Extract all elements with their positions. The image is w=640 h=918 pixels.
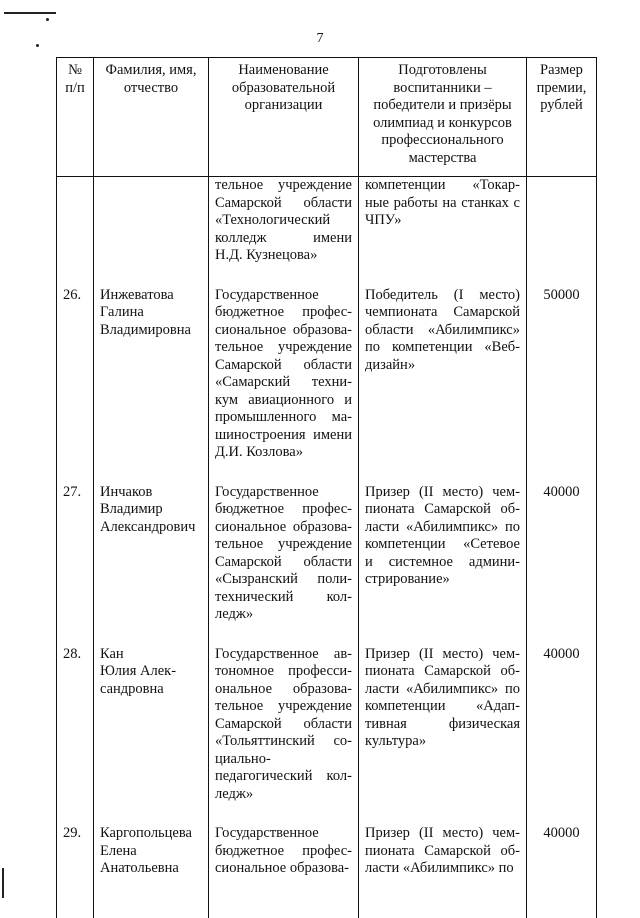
person-name — [94, 646, 209, 804]
cell-num — [57, 177, 94, 265]
row-gap — [57, 265, 597, 287]
cell-line: Анатольевна — [100, 860, 179, 876]
cell-line: пионата Самарской об- — [365, 663, 520, 679]
header-line: мастерства — [408, 149, 477, 166]
results-table — [56, 57, 597, 918]
cell-line: бюджетное профес- — [215, 304, 352, 320]
header-line: № — [68, 62, 82, 78]
cell-line: «Сызранский поли- — [215, 571, 352, 587]
cell-org — [209, 177, 359, 265]
cell-line: тономное професси- — [215, 663, 352, 679]
cell-line: Инжеватова — [100, 286, 174, 303]
cell-line: бюджетное профес- — [215, 842, 352, 859]
cell-line: кум авиационного и — [215, 391, 352, 408]
gap-cell — [94, 624, 209, 646]
cell-line: Самарской области — [215, 194, 352, 211]
cell-line: Каргопольцева — [100, 825, 192, 841]
cell-line: Юлия Алек- — [100, 663, 177, 679]
cell-line: Победитель (I место) — [365, 286, 520, 303]
prize-amount: 40000 — [527, 646, 597, 804]
person-name — [94, 825, 209, 878]
prize-amount: 50000 — [527, 287, 597, 462]
gap-cell — [209, 803, 359, 825]
cell-line: Владимировна — [100, 321, 191, 338]
tail-cell — [527, 878, 597, 918]
cell-line: Д.И. Козлова» — [215, 444, 303, 460]
cell-line: тельное учреждение — [215, 536, 352, 552]
row-number: 28. — [57, 646, 94, 804]
header-line: организации — [244, 97, 323, 113]
cell-line: Александрович — [100, 518, 196, 535]
cell-line: ласти «Абилимпикс» по — [365, 860, 514, 876]
cell-line: ные работы на станках с — [365, 194, 520, 211]
cell-line: педагогический кол- — [215, 768, 352, 784]
cell-line: технический кол- — [215, 588, 352, 605]
row-gap — [57, 624, 597, 646]
row-gap — [57, 803, 597, 825]
table-row — [57, 646, 597, 804]
cell-line: «Самарский техни- — [215, 374, 352, 390]
organization-name — [209, 825, 359, 878]
cell-line: «Тольяттинский со- — [215, 733, 352, 749]
tail-cell — [209, 878, 359, 918]
header-line: воспитанники – — [393, 79, 492, 96]
table-row — [57, 825, 597, 878]
cell-line: компетенции «Сетевое — [365, 536, 520, 552]
cell-line: тельное учреждение — [215, 339, 352, 355]
tail-cell — [359, 878, 527, 918]
gap-cell — [94, 265, 209, 287]
cell-line: Н.Д. Кузнецова» — [215, 247, 318, 263]
cell-line: Призер (II место) чем- — [365, 483, 520, 500]
table-row — [57, 287, 597, 462]
cell-name — [94, 177, 209, 265]
cell-line: колледж имени — [215, 229, 352, 246]
header-line: образовательной — [231, 79, 336, 96]
column-header-comp — [359, 58, 527, 177]
cell-line: ЧПУ» — [365, 212, 402, 228]
gap-cell — [359, 624, 527, 646]
gap-cell — [359, 803, 527, 825]
gap-cell — [359, 462, 527, 484]
cell-line: Елена — [100, 842, 137, 859]
header-line: Фамилия, имя, — [105, 62, 197, 78]
cell-line: Призер (II место) чем- — [365, 825, 520, 841]
tail-cell — [57, 878, 94, 918]
row-number: 26. — [57, 287, 94, 462]
cell-line: ональное образова- — [215, 680, 352, 697]
cell-line: ласти «Абилимпикс» по — [365, 680, 520, 697]
competition-result — [359, 646, 527, 804]
cell-line: культура» — [365, 733, 427, 749]
column-header-name — [94, 58, 209, 177]
person-name — [94, 287, 209, 462]
cell-line: тивная физическая — [365, 715, 520, 732]
cell-prize — [527, 177, 597, 265]
cell-line: компетенции «Адап- — [365, 698, 520, 714]
table-header-row — [57, 58, 597, 177]
cell-line: сиональное образова- — [215, 860, 349, 876]
gap-cell — [527, 803, 597, 825]
scan-artifact-line — [4, 12, 56, 14]
competition-result — [359, 825, 527, 878]
scan-artifact-dot — [46, 18, 49, 21]
header-line: Наименование — [238, 62, 329, 78]
table-row — [57, 484, 597, 624]
competition-result — [359, 287, 527, 462]
cell-line: Инчаков — [100, 483, 153, 500]
cell-line: Государственное — [215, 825, 319, 841]
cell-line: и системное админи- — [365, 553, 520, 570]
organization-name — [209, 646, 359, 804]
cell-line: стрирование» — [365, 571, 450, 587]
cell-line: Самарской области — [215, 356, 352, 373]
header-line: профессионального — [381, 132, 504, 148]
tail-cell — [94, 878, 209, 918]
header-line: Размер — [540, 62, 583, 78]
gap-cell — [94, 803, 209, 825]
gap-cell — [57, 624, 94, 646]
cell-line: тельное учреждение — [215, 698, 352, 714]
gap-cell — [94, 462, 209, 484]
gap-cell — [527, 265, 597, 287]
gap-cell — [57, 265, 94, 287]
header-line: п/п — [65, 79, 85, 96]
prize-amount: 40000 — [527, 484, 597, 624]
page-number: 7 — [316, 31, 324, 46]
header-line: отчество — [123, 79, 179, 96]
cell-line: ледж» — [215, 606, 254, 622]
competition-result — [359, 484, 527, 624]
gap-cell — [527, 462, 597, 484]
cell-line: дизайн» — [365, 356, 416, 373]
row-number: 29. — [57, 825, 94, 878]
cell-line: циально- — [215, 750, 271, 767]
cell-line: ласти «Абилимпикс» по — [365, 518, 520, 535]
scan-artifact-edge — [2, 868, 4, 898]
gap-cell — [209, 624, 359, 646]
continuation-row — [57, 177, 597, 265]
column-header-org — [209, 58, 359, 177]
gap-cell — [209, 462, 359, 484]
gap-cell — [209, 265, 359, 287]
cell-line: промышленного ма- — [215, 409, 352, 425]
cell-line: сиональное образова- — [215, 518, 352, 535]
table-body — [57, 177, 597, 918]
cell-line: сиональное образова- — [215, 321, 352, 338]
cell-comp — [359, 177, 527, 265]
cell-line: ледж» — [215, 785, 254, 802]
header-line: рублей — [540, 97, 583, 113]
cell-line: Самарской области — [215, 553, 352, 570]
organization-name — [209, 484, 359, 624]
cell-line: по компетенции «Веб- — [365, 339, 520, 355]
cell-line: Галина — [100, 304, 144, 320]
header-line: победители и призёры — [373, 97, 512, 113]
cell-line: тельное учреждение — [215, 177, 352, 193]
cell-line: пионата Самарской об- — [365, 501, 520, 517]
cell-line: шиностроения имени — [215, 426, 352, 443]
cell-line: Кан — [100, 645, 124, 662]
gap-cell — [57, 462, 94, 484]
cell-line: сандровна — [100, 680, 164, 697]
gap-cell — [527, 624, 597, 646]
cell-line: пионата Самарской об- — [365, 842, 520, 859]
column-header-num — [57, 58, 94, 177]
cell-line: чемпионата Самарской — [365, 304, 520, 320]
gap-cell — [57, 803, 94, 825]
header-line: Подготовлены — [398, 62, 487, 78]
person-name — [94, 484, 209, 624]
header-line: премии, — [536, 79, 587, 96]
gap-cell — [359, 265, 527, 287]
cell-line: Владимир — [100, 501, 163, 517]
cell-line: компетенции «Токар- — [365, 177, 520, 193]
cell-line: Государственное ав- — [215, 645, 352, 662]
cell-line: Государственное — [215, 483, 319, 500]
row-gap — [57, 462, 597, 484]
cell-line: Призер (II место) чем- — [365, 645, 520, 662]
prize-amount: 40000 — [527, 825, 597, 878]
cell-line: области «Абилимпикс» — [365, 321, 520, 338]
column-header-prize — [527, 58, 597, 177]
row-tail — [57, 878, 597, 918]
cell-line: «Технологический — [215, 212, 331, 228]
organization-name — [209, 287, 359, 462]
row-number: 27. — [57, 484, 94, 624]
cell-line: бюджетное профес- — [215, 501, 352, 517]
cell-line: Самарской области — [215, 715, 352, 732]
header-line: олимпиад и конкурсов — [373, 114, 512, 131]
cell-line: Государственное — [215, 286, 319, 303]
